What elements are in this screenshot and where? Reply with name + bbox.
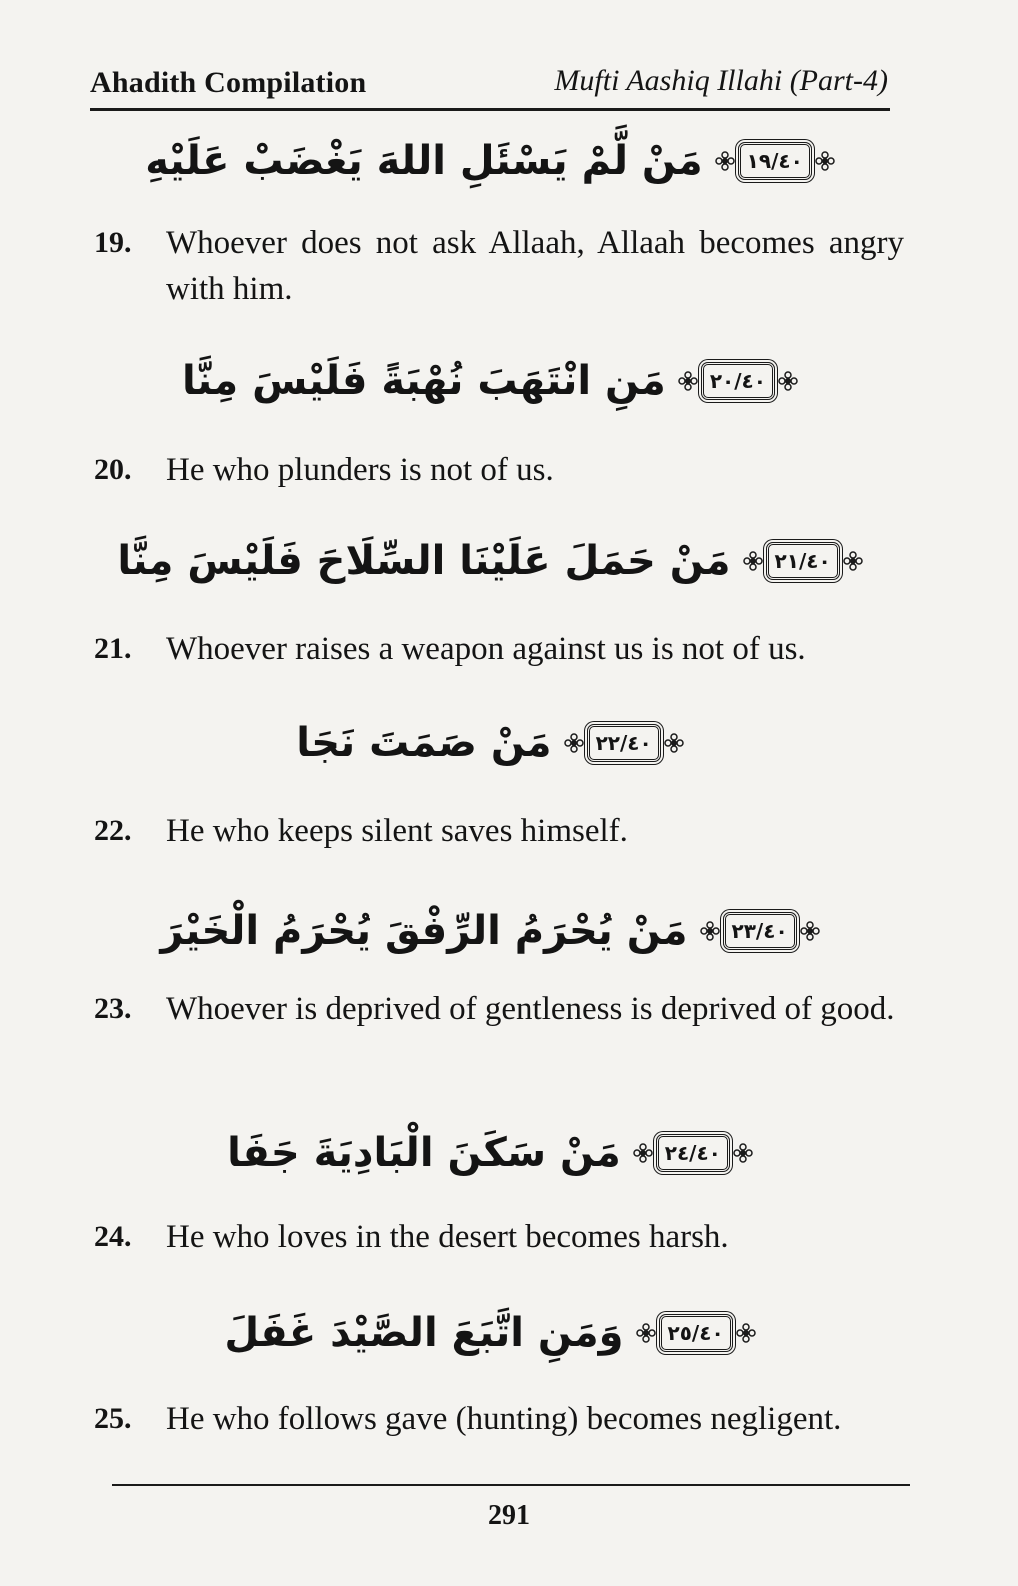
arabic-text: مَنِ انْتَهَبَ نُهْبَةً فَلَيْسَ مِنَّا <box>182 358 666 404</box>
hadith-translation: Whoever is deprived of gentleness is deprived of good. <box>166 991 895 1027</box>
hadith-entry <box>94 220 904 312</box>
header-divider <box>90 108 890 111</box>
arabic-text: وَمَنِ اتَّبَعَ الصَّيْدَ غَفَلَ <box>224 1310 624 1356</box>
arabic-hadith-line <box>90 346 890 416</box>
hadith-translation: Whoever does not ask Allaah, Allaah becomes angry with him. <box>166 225 904 307</box>
hadith-number-badge <box>678 362 798 400</box>
flower-ornament-icon <box>800 921 820 941</box>
flower-ornament-icon <box>733 1143 753 1163</box>
arabic-hadith-line <box>90 708 890 778</box>
book-title: Ahadith Compilation <box>90 66 367 99</box>
hadith-number: 22. <box>94 814 132 847</box>
hadith-number-badge <box>743 542 863 580</box>
hadith-number: 23. <box>94 992 132 1025</box>
hadith-translation: He who keeps silent saves himself. <box>166 813 628 849</box>
flower-ornament-icon <box>700 921 720 941</box>
flower-ornament-icon <box>715 151 735 171</box>
hadith-number: 20. <box>94 453 132 486</box>
hadith-count-label: ١٩/٤٠ <box>738 142 812 180</box>
arabic-hadith-line <box>90 126 890 196</box>
hadith-number: 19. <box>94 226 132 259</box>
flower-ornament-icon <box>633 1143 653 1163</box>
hadith-entry <box>94 626 904 672</box>
hadith-translation: He who plunders is not of us. <box>166 452 554 488</box>
page-header <box>90 58 890 108</box>
hadith-translation: Whoever raises a weapon against us is not of us. <box>166 631 806 667</box>
hadith-count-label: ٢٣/٤٠ <box>723 912 797 950</box>
hadith-entry <box>94 986 904 1032</box>
hadith-count-label: ٢٥/٤٠ <box>659 1314 733 1352</box>
hadith-number-badge <box>636 1314 756 1352</box>
hadith-entry <box>94 1396 904 1442</box>
flower-ornament-icon <box>743 551 763 571</box>
arabic-hadith-line <box>90 1298 890 1368</box>
flower-ornament-icon <box>843 551 863 571</box>
author-part-title: Mufti Aashiq Illahi (Part-4) <box>554 64 888 97</box>
hadith-translation: He who loves in the desert becomes harsh. <box>166 1219 729 1255</box>
hadith-number: 24. <box>94 1220 132 1253</box>
hadith-number: 25. <box>94 1402 132 1435</box>
arabic-hadith-line <box>90 526 890 596</box>
arabic-text: مَنْ صَمَتَ نَجَا <box>296 720 552 766</box>
arabic-text: مَنْ سَكَنَ الْبَادِيَةَ جَفَا <box>227 1130 621 1176</box>
arabic-text: مَنْ يُحْرَمُ الرِّفْقَ يُحْرَمُ الْخَيْرَ <box>160 908 688 954</box>
flower-ornament-icon <box>736 1323 756 1343</box>
hadith-count-label: ٢٢/٤٠ <box>587 724 661 762</box>
hadith-number-badge <box>700 912 820 950</box>
hadith-entry <box>94 447 904 493</box>
hadith-number: 21. <box>94 632 132 665</box>
hadith-count-label: ٢٠/٤٠ <box>701 362 775 400</box>
hadith-number-badge <box>633 1134 753 1172</box>
hadith-translation: He who follows gave (hunting) becomes negligent. <box>166 1401 842 1437</box>
page-number: 291 <box>488 1500 530 1531</box>
flower-ornament-icon <box>664 733 684 753</box>
hadith-entry <box>94 1214 904 1260</box>
hadith-count-label: ٢١/٤٠ <box>766 542 840 580</box>
flower-ornament-icon <box>636 1323 656 1343</box>
hadith-count-label: ٢٤/٤٠ <box>656 1134 730 1172</box>
footer-divider <box>112 1484 910 1486</box>
arabic-hadith-line <box>90 896 890 966</box>
flower-ornament-icon <box>778 371 798 391</box>
arabic-text: مَنْ لَّمْ يَسْئَلِ اللهَ يَغْضَبْ عَلَيْهِ <box>145 138 703 184</box>
flower-ornament-icon <box>815 151 835 171</box>
arabic-hadith-line <box>90 1118 890 1188</box>
hadith-entry <box>94 808 904 854</box>
flower-ornament-icon <box>678 371 698 391</box>
arabic-text: مَنْ حَمَلَ عَلَيْنَا السِّلَاحَ فَلَيْسَ مِنَّا <box>117 538 731 584</box>
flower-ornament-icon <box>564 733 584 753</box>
hadith-number-badge <box>564 724 684 762</box>
hadith-number-badge <box>715 142 835 180</box>
